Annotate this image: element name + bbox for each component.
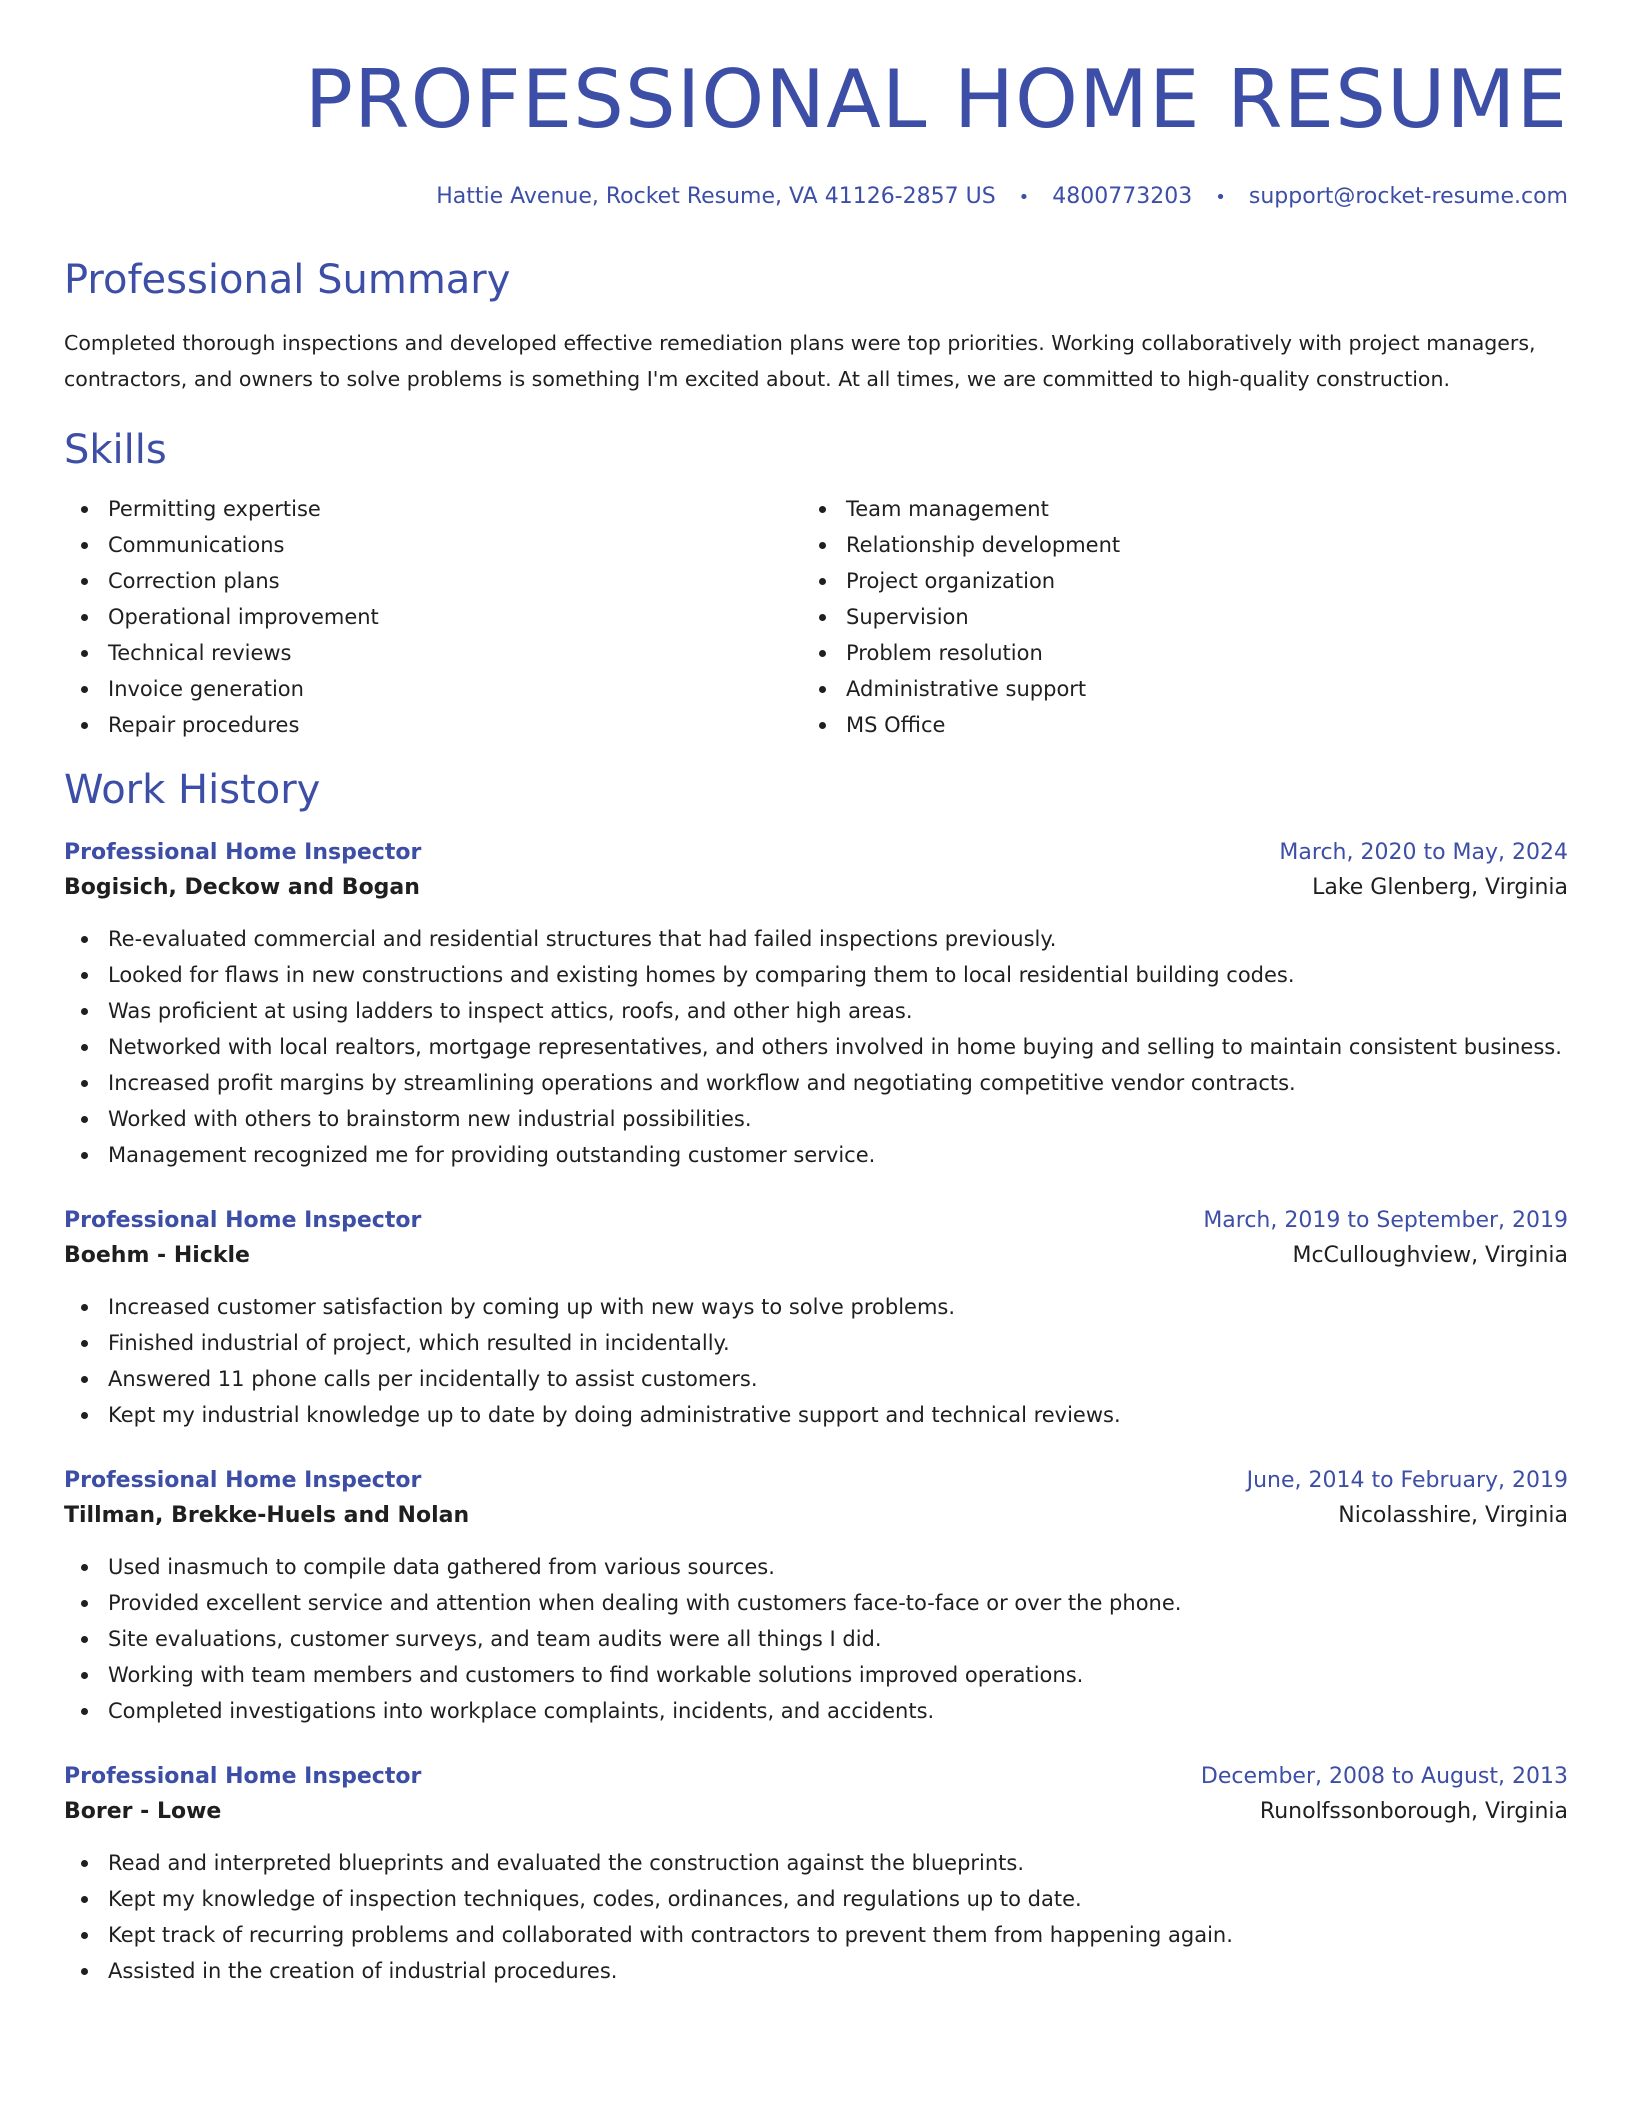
skills-list-right xyxy=(802,491,1540,743)
job-bullet: Provided excellent service and attention when dealing with customers face-to-face or over the phone. xyxy=(64,1585,1568,1621)
job-bullet: Networked with local realtors, mortgage representatives, and others involved in home buying and selling to maintain consistent business. xyxy=(64,1029,1568,1065)
contact-address: Hattie Avenue, Rocket Resume, VA 41126-2857 US xyxy=(436,184,996,209)
job-bullet: Increased customer satisfaction by coming up with new ways to solve problems. xyxy=(64,1289,1568,1325)
job-location: Runolfssonborough, Virginia xyxy=(1259,1799,1568,1824)
job-company-row xyxy=(64,1497,1568,1535)
contact-separator: • xyxy=(1018,187,1030,208)
skills-list-left xyxy=(64,491,802,743)
job-company: Boehm - Hickle xyxy=(64,1243,250,1268)
job-title: Professional Home Inspector xyxy=(64,1208,422,1233)
job-title: Professional Home Inspector xyxy=(64,1468,422,1493)
skill-item: Communications xyxy=(64,527,802,563)
job-bullet: Completed investigations into workplace complaints, incidents, and accidents. xyxy=(64,1693,1568,1729)
work-history-section xyxy=(64,765,1568,1989)
skill-item: Administrative support xyxy=(802,671,1540,707)
job-bullets xyxy=(64,921,1568,1173)
summary-section xyxy=(64,255,1568,397)
skills-heading: Skills xyxy=(64,427,167,473)
resume-name: PROFESSIONAL HOME RESUME xyxy=(304,53,1568,146)
job-entry xyxy=(64,1465,1568,1729)
contact-phone: 4800773203 xyxy=(1052,184,1193,209)
job-bullet: Management recognized me for providing outstanding customer service. xyxy=(64,1137,1568,1173)
job-bullets xyxy=(64,1845,1568,1989)
skill-item: Technical reviews xyxy=(64,635,802,671)
job-bullet: Used inasmuch to compile data gathered from various sources. xyxy=(64,1549,1568,1585)
job-title: Professional Home Inspector xyxy=(64,840,422,865)
job-entry xyxy=(64,1761,1568,1989)
job-title-row xyxy=(64,1205,1568,1237)
job-bullet: Assisted in the creation of industrial procedures. xyxy=(64,1953,1568,1989)
job-bullet: Worked with others to brainstorm new industrial possibilities. xyxy=(64,1101,1568,1137)
job-dates: December, 2008 to August, 2013 xyxy=(1200,1764,1568,1789)
job-dates: March, 2019 to September, 2019 xyxy=(1203,1208,1568,1233)
summary-heading: Professional Summary xyxy=(64,257,511,303)
job-bullet: Finished industrial of project, which resulted in incidentally. xyxy=(64,1325,1568,1361)
skill-item: Permitting expertise xyxy=(64,491,802,527)
job-title: Professional Home Inspector xyxy=(64,1764,422,1789)
skill-item: Project organization xyxy=(802,563,1540,599)
job-entry xyxy=(64,837,1568,1173)
contact-separator: • xyxy=(1215,187,1226,208)
contact-line xyxy=(64,182,1568,213)
job-title-row xyxy=(64,1761,1568,1793)
job-bullet: Re-evaluated commercial and residential structures that had failed inspections previously. xyxy=(64,921,1568,957)
job-dates: June, 2014 to February, 2019 xyxy=(1246,1468,1568,1493)
job-company-row xyxy=(64,869,1568,907)
skills-section xyxy=(64,425,1568,743)
job-bullet: Read and interpreted blueprints and evaluated the construction against the blueprints. xyxy=(64,1845,1568,1881)
job-bullet: Looked for flaws in new constructions and existing homes by comparing them to local residential building codes. xyxy=(64,957,1568,993)
job-company-row xyxy=(64,1793,1568,1831)
skills-column-left xyxy=(64,491,802,743)
job-bullet: Answered 11 phone calls per incidentally to assist customers. xyxy=(64,1361,1568,1397)
skill-item: Relationship development xyxy=(802,527,1540,563)
job-company-row xyxy=(64,1237,1568,1275)
job-title-row xyxy=(64,837,1568,869)
job-company: Bogisich, Deckow and Bogan xyxy=(64,875,420,900)
job-location: Nicolasshire, Virginia xyxy=(1338,1503,1568,1528)
summary-text: Completed thorough inspections and developed effective remediation plans were top priorities. Working collaboratively with project managers, contractors, and owners to solve problems is something I'm excited about. At all times, we are committed to high-quality construction. xyxy=(64,331,1536,391)
skill-item: Correction plans xyxy=(64,563,802,599)
job-bullet: Increased profit margins by streamlining operations and workflow and negotiating competitive vendor contracts. xyxy=(64,1065,1568,1101)
skills-columns xyxy=(64,491,1568,743)
job-company: Tillman, Brekke-Huels and Nolan xyxy=(64,1503,470,1528)
job-bullet: Kept my industrial knowledge up to date by doing administrative support and technical reviews. xyxy=(64,1397,1568,1433)
job-bullet: Kept my knowledge of inspection techniques, codes, ordinances, and regulations up to date. xyxy=(64,1881,1568,1917)
skills-column-right xyxy=(802,491,1540,743)
skill-item: Team management xyxy=(802,491,1540,527)
job-bullets xyxy=(64,1549,1568,1729)
skill-item: Operational improvement xyxy=(64,599,802,635)
job-bullets xyxy=(64,1289,1568,1433)
skill-item: Problem resolution xyxy=(802,635,1540,671)
job-bullet: Site evaluations, customer surveys, and team audits were all things I did. xyxy=(64,1621,1568,1657)
job-bullet: Kept track of recurring problems and collaborated with contractors to prevent them from happening again. xyxy=(64,1917,1568,1953)
skill-item: Supervision xyxy=(802,599,1540,635)
job-bullet: Was proficient at using ladders to inspect attics, roofs, and other high areas. xyxy=(64,993,1568,1029)
skill-item: Invoice generation xyxy=(64,671,802,707)
skill-item: MS Office xyxy=(802,707,1540,743)
job-title-row xyxy=(64,1465,1568,1497)
job-location: McCulloughview, Virginia xyxy=(1292,1243,1568,1268)
job-company: Borer - Lowe xyxy=(64,1799,222,1824)
job-bullet: Working with team members and customers to find workable solutions improved operations. xyxy=(64,1657,1568,1693)
job-dates: March, 2020 to May, 2024 xyxy=(1279,840,1568,865)
skill-item: Repair procedures xyxy=(64,707,802,743)
job-entry xyxy=(64,1205,1568,1433)
contact-email: support@rocket-resume.com xyxy=(1248,184,1568,209)
work-history-heading: Work History xyxy=(64,767,321,813)
job-location: Lake Glenberg, Virginia xyxy=(1312,875,1568,900)
resume-header xyxy=(64,52,1568,213)
